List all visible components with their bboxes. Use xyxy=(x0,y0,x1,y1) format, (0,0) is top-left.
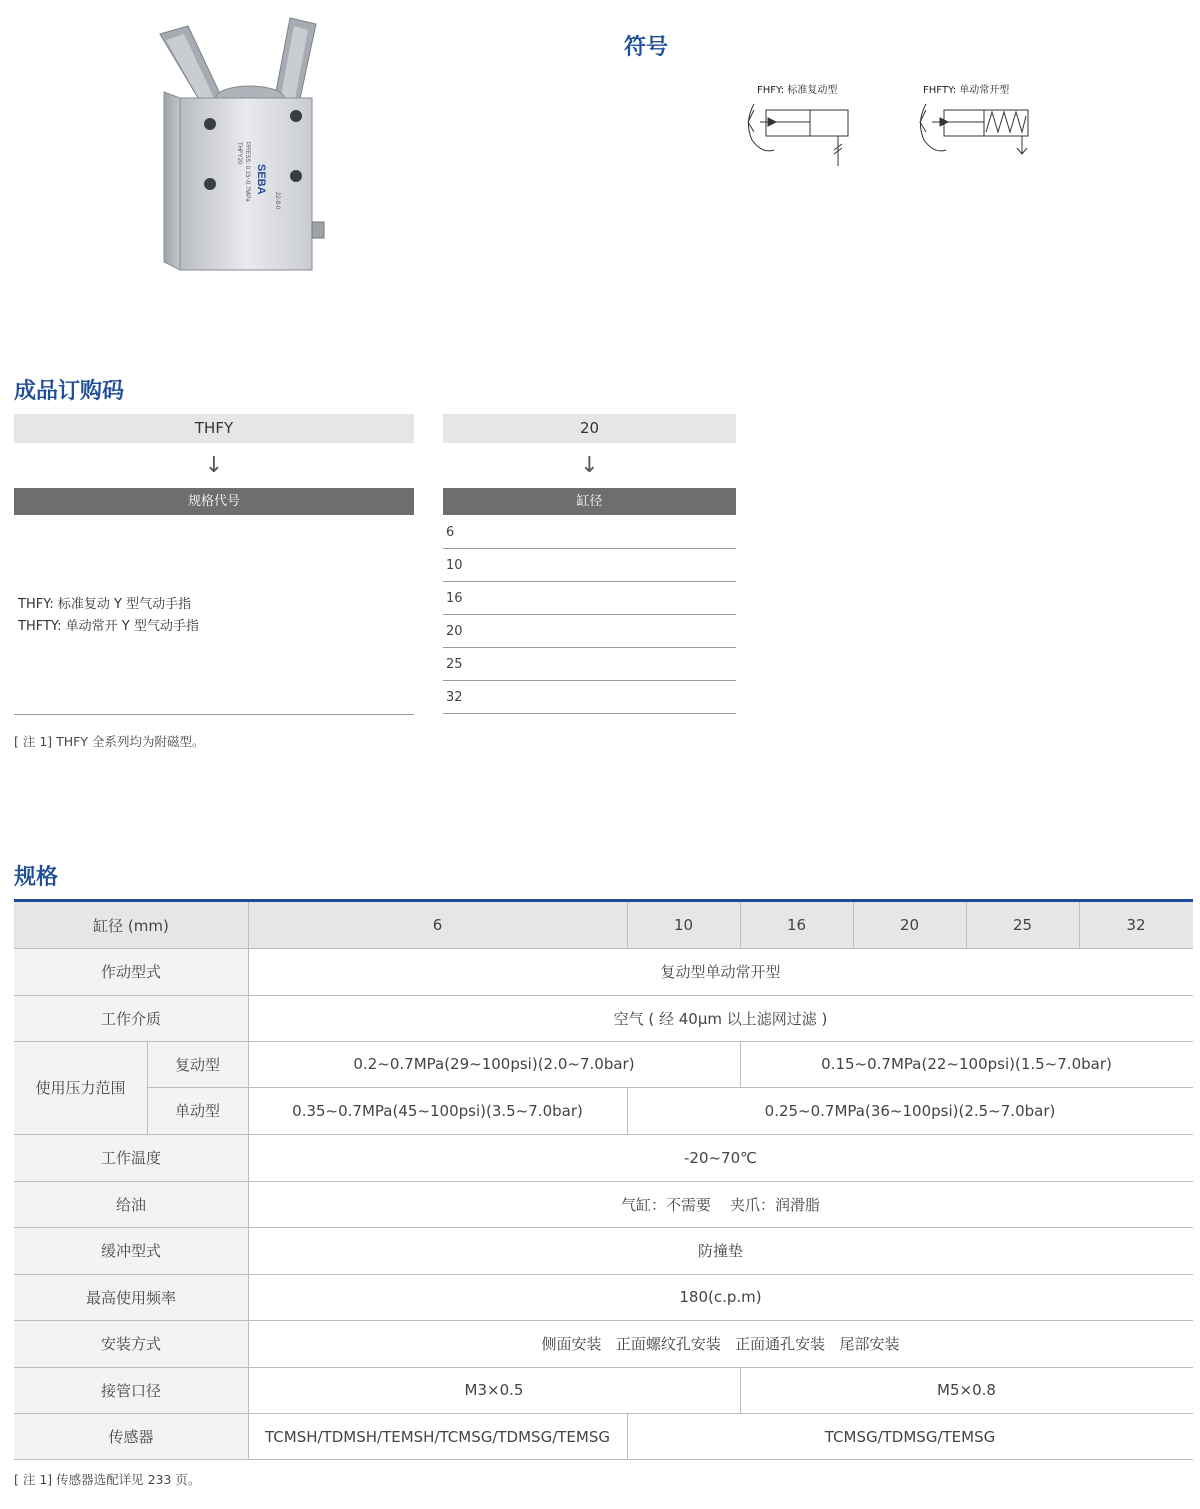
pressure-double-small: 0.2~0.7MPa(29~100psi)(2.0~7.0bar) xyxy=(353,1055,635,1073)
list-item: 6 xyxy=(443,516,736,549)
single-acting-symbol xyxy=(912,96,1038,168)
model-label: THFY20 xyxy=(236,142,242,165)
product-image xyxy=(150,12,350,277)
sensor-large: TCMSG/TDMSG/TEMSG xyxy=(824,1427,996,1446)
port-size-large: M5×0.8 xyxy=(937,1381,996,1399)
cushion-label: 缓冲型式 xyxy=(14,1227,248,1274)
bore-code-column xyxy=(443,414,736,515)
action-type-label: 作动型式 xyxy=(14,948,248,995)
bore-32-cell: 32 xyxy=(1079,902,1193,948)
model-code-column xyxy=(14,414,414,515)
model-description xyxy=(18,594,199,638)
model-header-bar: 规格代号 xyxy=(14,488,414,515)
list-item: 10 xyxy=(443,549,736,582)
bore-header-bar: 缸径 xyxy=(443,488,736,515)
temperature-value: -20~70℃ xyxy=(683,1148,757,1167)
temperature-label: 工作温度 xyxy=(14,1134,248,1181)
double-acting-symbol-label: FHFY: 标准复动型 xyxy=(757,85,838,96)
pressure-single-label: 单动型 xyxy=(147,1087,248,1134)
bore-arrow-icon: ↓ xyxy=(580,453,599,478)
serial-label: 22-8-0 xyxy=(274,192,280,210)
model-arrow-icon: ↓ xyxy=(204,453,224,478)
pressure-double-label: 复动型 xyxy=(147,1041,248,1087)
port-size-small: M3×0.5 xyxy=(464,1381,524,1399)
pressure-label: 使用压力范围 xyxy=(14,1041,147,1134)
bore-header-cell: 缸径 (mm) xyxy=(14,902,248,948)
ordering-title: 成品订购码 xyxy=(14,379,125,404)
max-frequency-label: 最高使用频率 xyxy=(14,1274,248,1320)
sensor-label: 传感器 xyxy=(14,1413,248,1460)
pressure-label: PRESS: 0.15~0.7MPa xyxy=(244,142,250,202)
brand-label: SEBA xyxy=(255,164,267,195)
bore-25-cell: 25 xyxy=(966,902,1079,948)
lubrication-value: 气缸：不需要 夹爪：润滑脂 xyxy=(620,1195,821,1214)
specs-note: [ 注 1] 传感器选配详见 233 页。 xyxy=(14,1472,201,1487)
model-desc-line: THFTY: 单动常开 Y 型气动手指 xyxy=(18,619,199,634)
symbols-title: 符号 xyxy=(624,35,669,60)
list-item: 32 xyxy=(443,681,736,714)
bore-code-box: 20 xyxy=(443,414,736,443)
double-acting-symbol xyxy=(740,96,860,168)
bore-6-cell: 6 xyxy=(248,902,627,948)
mounting-label: 安装方式 xyxy=(14,1320,248,1367)
model-divider xyxy=(14,714,414,715)
list-item: 20 xyxy=(443,615,736,648)
bore-10-cell: 10 xyxy=(627,902,740,948)
model-desc-line: THFY: 标准复动 Y 型气动手指 xyxy=(18,597,192,612)
medium-label: 工作介质 xyxy=(14,995,248,1041)
bore-16-cell: 16 xyxy=(740,902,853,948)
model-code-box: THFY xyxy=(14,414,414,443)
spec-table xyxy=(14,902,1193,1460)
medium-value: 空气 ( 经 40μm 以上滤网过滤 ) xyxy=(613,1009,828,1028)
list-item: 25 xyxy=(443,648,736,681)
pressure-single-large: 0.25~0.7MPa(36~100psi)(2.5~7.0bar) xyxy=(764,1101,1056,1120)
pressure-single-small: 0.35~0.7MPa(45~100psi)(3.5~7.0bar) xyxy=(292,1101,583,1120)
ordering-note: [ 注 1] THFY 全系列均为附磁型。 xyxy=(14,734,205,749)
cushion-value: 防撞垫 xyxy=(697,1242,743,1260)
max-frequency-value: 180(c.p.m) xyxy=(679,1288,762,1306)
port-size-label: 接管口径 xyxy=(14,1367,248,1413)
bore-options-list xyxy=(443,516,736,716)
single-acting-symbol-label: FHFTY: 单动常开型 xyxy=(923,85,1010,96)
action-type-value: 复动型单动常开型 xyxy=(660,963,781,981)
mounting-value: 侧面安装 正面螺纹孔安装 正面通孔安装 尾部安装 xyxy=(541,1335,900,1353)
pressure-double-large: 0.15~0.7MPa(22~100psi)(1.5~7.0bar) xyxy=(821,1055,1112,1073)
specs-title: 规格 xyxy=(14,865,59,890)
lubrication-label: 给油 xyxy=(14,1181,248,1227)
bore-20-cell: 20 xyxy=(853,902,966,948)
sensor-small: TCMSH/TDMSH/TEMSH/TCMSG/TDMSG/TEMSG xyxy=(265,1427,610,1446)
list-item: 16 xyxy=(443,582,736,615)
